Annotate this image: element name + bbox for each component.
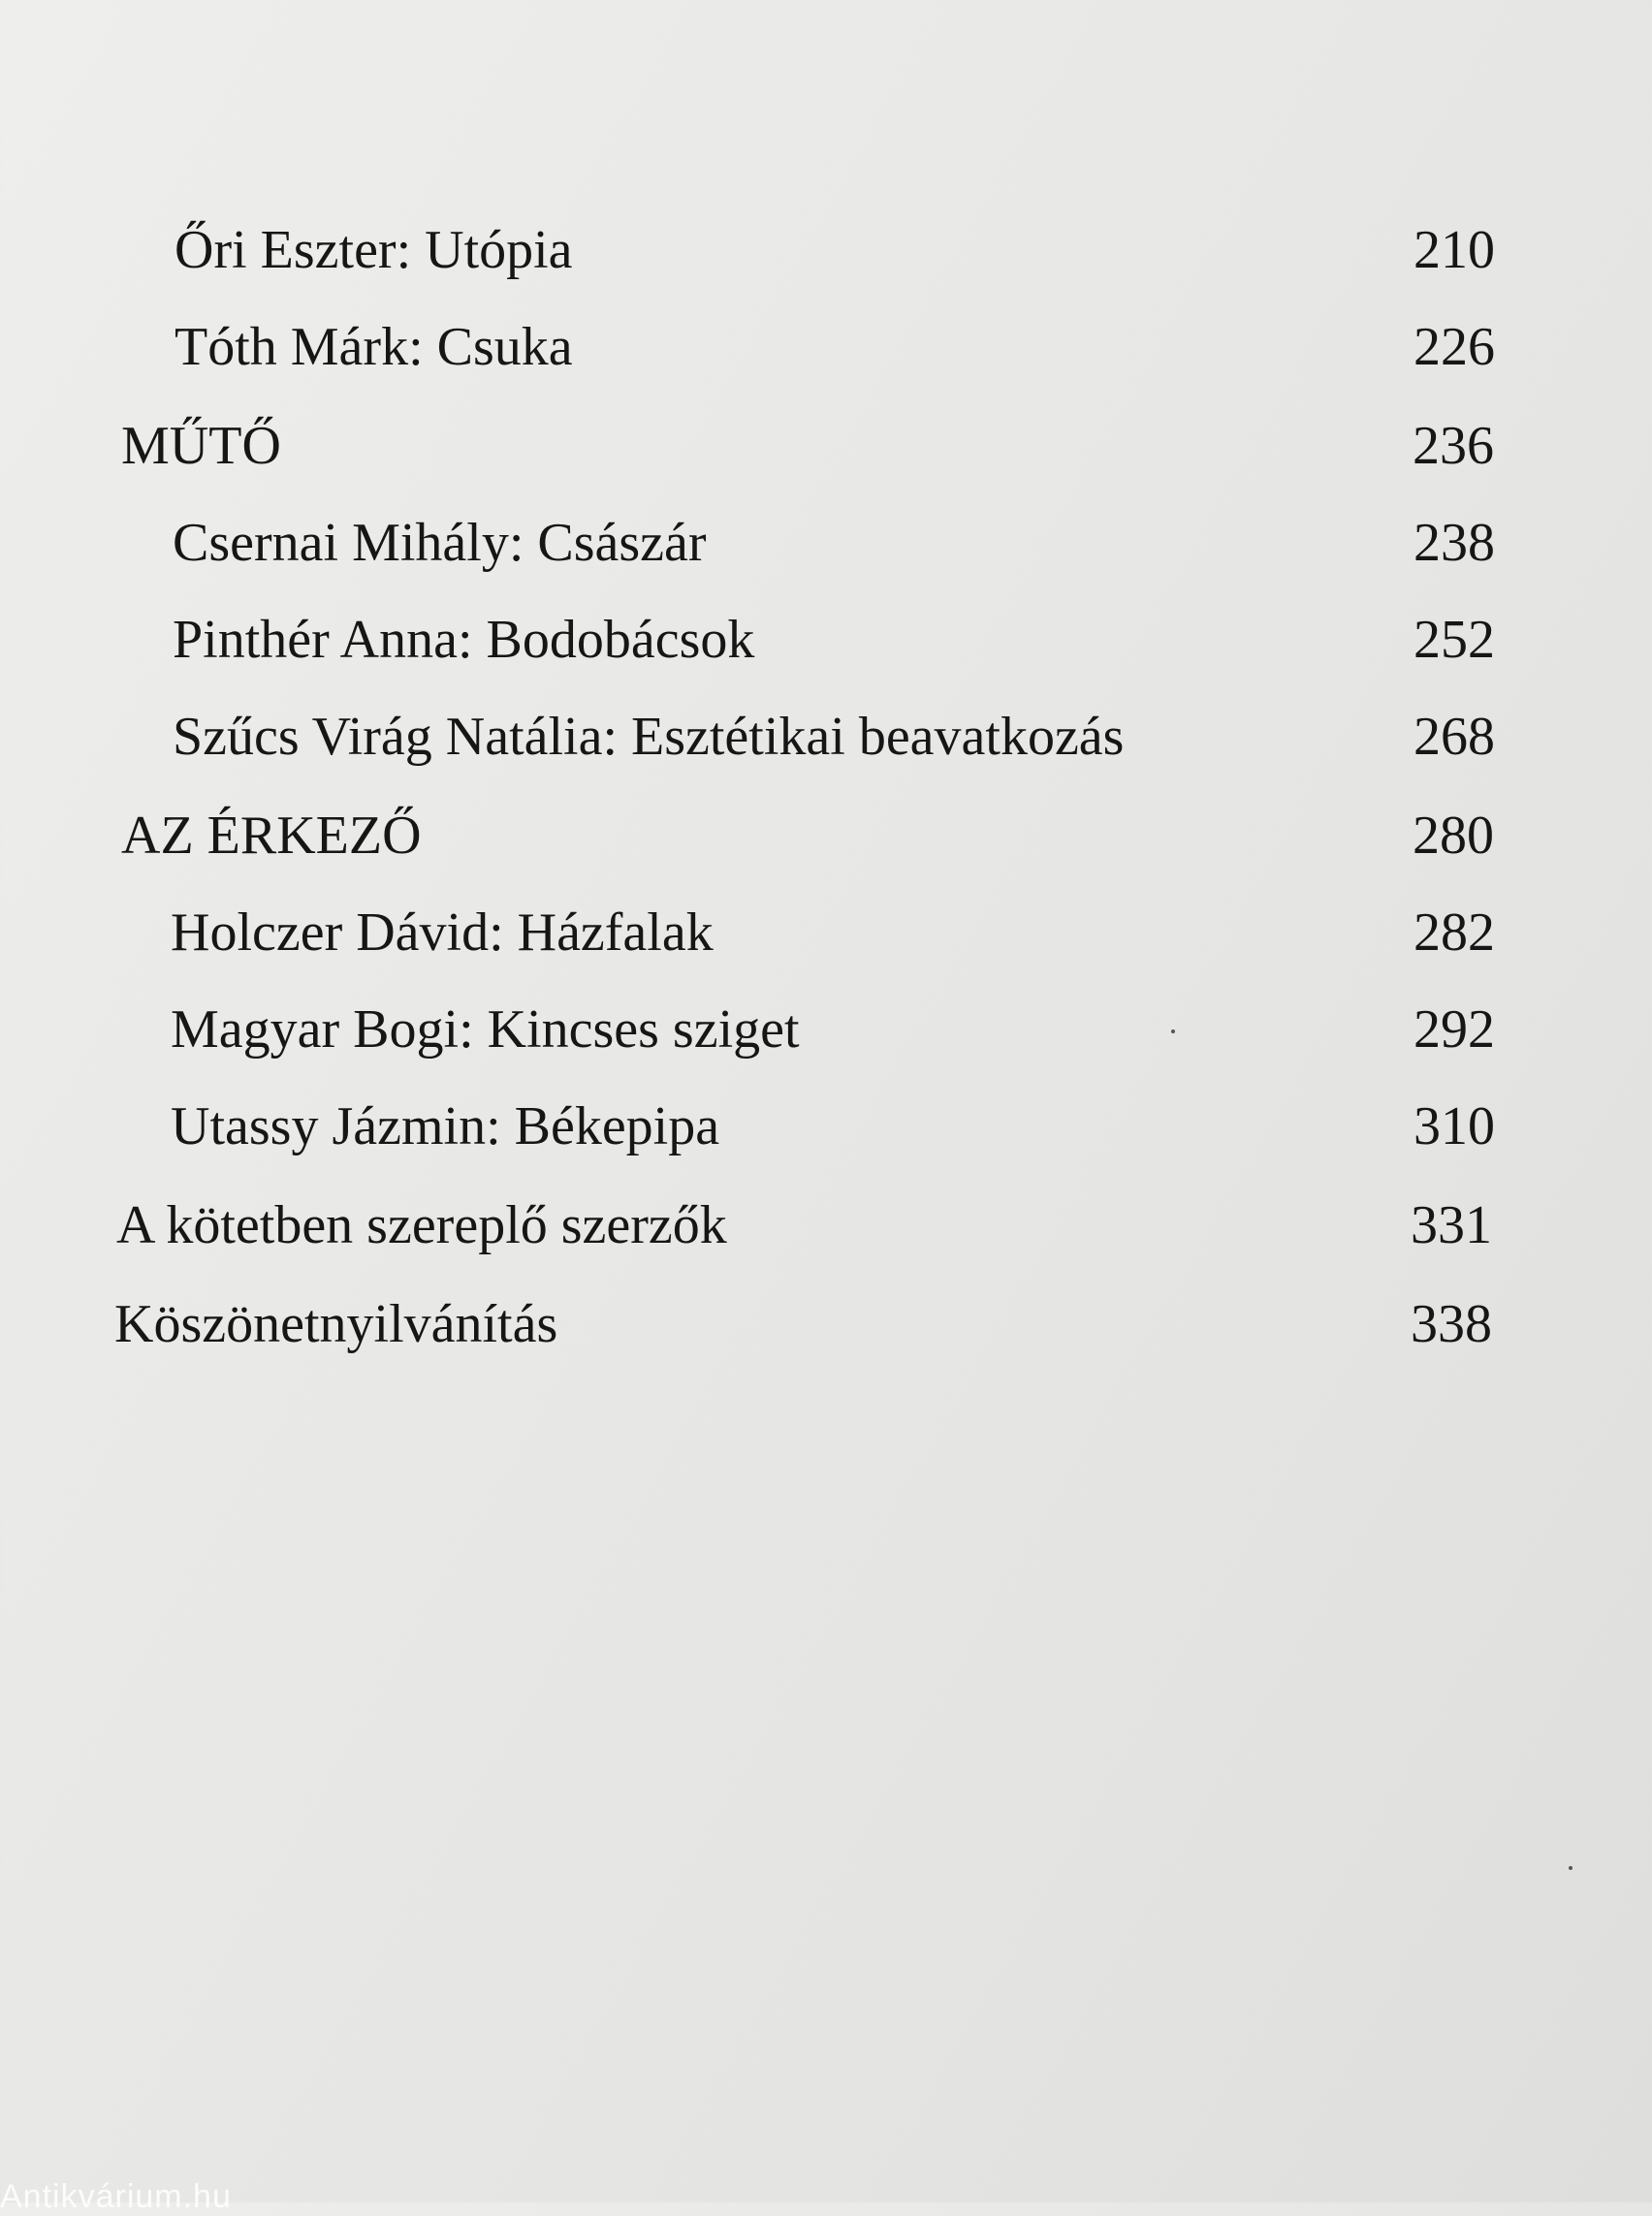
toc-entry-page-number: 310 — [1414, 1096, 1495, 1156]
toc-section-title: AZ ÉRKEZŐ — [121, 806, 422, 866]
toc-entry-title: Tóth Márk: Csuka — [175, 317, 573, 377]
paper-speck — [1171, 1029, 1175, 1033]
toc-section-title: Köszönetnyilvánítás — [114, 1294, 558, 1354]
toc-entry-page-number: 236 — [1413, 416, 1494, 476]
toc-entry — [0, 211, 1652, 289]
toc-entry-title: Szűcs Virág Natália: Esztétikai beavatkozás — [173, 707, 1125, 767]
toc-section-heading — [0, 1285, 1652, 1363]
toc-entry-title: Csernai Mihály: Császár — [173, 513, 707, 573]
toc-entry-title: Holczer Dávid: Házfalak — [171, 902, 714, 963]
toc-section-heading — [0, 407, 1652, 485]
toc-entry-page-number: 280 — [1413, 806, 1494, 866]
toc-entry — [0, 1088, 1652, 1165]
watermark-text: Antikvárium.hu — [0, 2178, 232, 2215]
toc-entry-page-number: 252 — [1414, 610, 1495, 670]
toc-entry-title: Magyar Bogi: Kincses sziget — [171, 999, 800, 1060]
toc-entry — [0, 504, 1652, 582]
toc-entry-page-number: 331 — [1411, 1195, 1492, 1255]
toc-entry-page-number: 282 — [1414, 902, 1495, 963]
toc-entry — [0, 601, 1652, 679]
toc-entry-title: Pinthér Anna: Bodobácsok — [173, 610, 755, 670]
toc-section-title: A kötetben szereplő szerzők — [116, 1195, 727, 1255]
toc-entry — [0, 894, 1652, 971]
toc-section-heading — [0, 1187, 1652, 1264]
toc-section-heading — [0, 797, 1652, 874]
toc-entry — [0, 308, 1652, 386]
toc-entry-page-number: 226 — [1414, 317, 1495, 377]
toc-entry — [0, 698, 1652, 776]
toc-entry-title: Őri Eszter: Utópia — [175, 220, 573, 280]
toc-entry — [0, 991, 1652, 1068]
toc-entry-page-number: 210 — [1414, 220, 1495, 280]
toc-entry-page-number: 338 — [1411, 1294, 1492, 1354]
toc-entry-page-number: 238 — [1414, 513, 1495, 573]
toc-section-title: MŰTŐ — [121, 416, 281, 476]
toc-entry-page-number: 268 — [1414, 707, 1495, 767]
toc-entry-title: Utassy Jázmin: Békepipa — [171, 1096, 720, 1156]
paper-speck — [1569, 1866, 1573, 1870]
toc-entry-page-number: 292 — [1414, 999, 1495, 1060]
